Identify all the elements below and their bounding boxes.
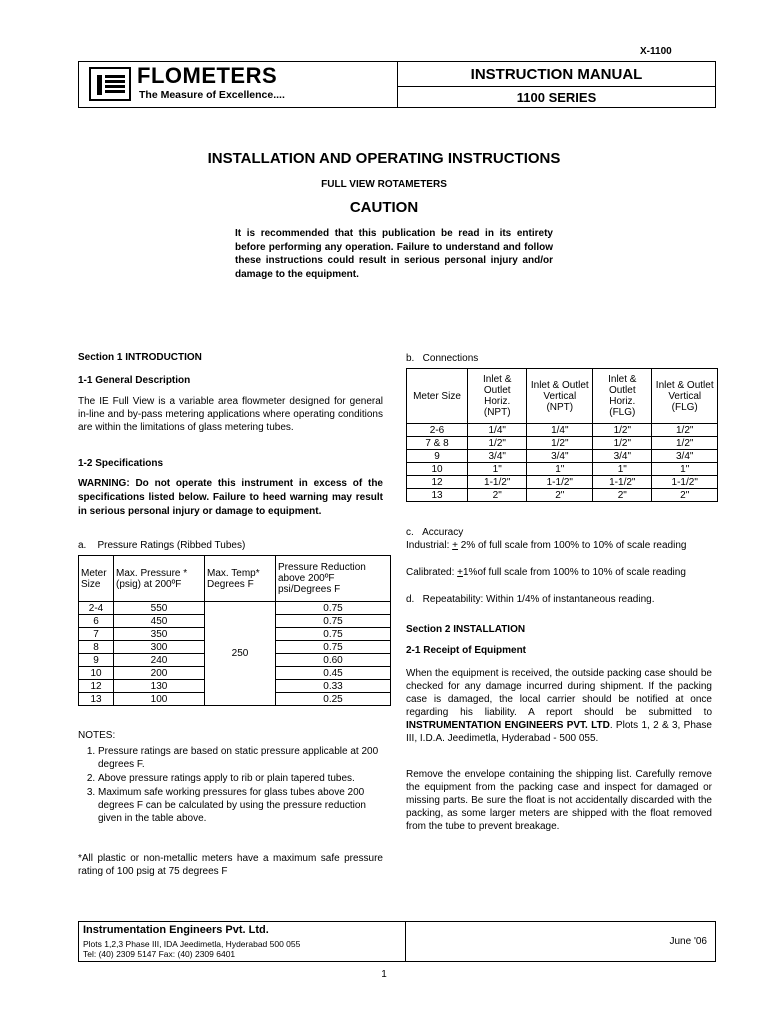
table-cell: 1" [468,463,527,476]
footer-company-cell [79,922,406,962]
general-description-heading: 1-1 General Description [78,375,191,386]
table-row [407,476,718,489]
table-cell: 1/4" [527,424,593,437]
brand-name: FLOMETERS [137,63,278,88]
ie-logo-icon [89,67,131,101]
table-cell: 550 [114,602,205,615]
table-cell: 1" [593,463,652,476]
receipt-address: . Plots 1, 2 & 3, Phase III, I.D.A. Jeedimetla, Hyderabad - 500 055. [406,720,712,744]
industrial-accuracy [406,539,712,552]
table-cell: 1-1/2" [527,476,593,489]
table-cell: 13 [79,693,114,706]
document-code: X-1100 [640,46,672,57]
table-cell: 450 [114,615,205,628]
page-number: 1 [381,969,387,980]
table-header: Max. Temp* Degrees F [205,556,276,602]
calibrated-accuracy [406,566,712,579]
connections-table [406,368,718,502]
table-cell: 1" [652,463,718,476]
notes-heading: NOTES: [78,730,116,741]
table-cell: 1/2" [593,424,652,437]
table-cell: 2" [652,489,718,502]
table-cell: 2" [468,489,527,502]
warning-text: WARNING: Do not operate this instrument in excess of the specifications listed below. Failure to heed warning may result in serious personal injury or damage to equipment. [78,478,383,517]
footer-box [78,921,716,962]
table-cell: 1/2" [652,424,718,437]
footer-contact: Tel: (40) 2309 5147 Fax: (40) 2309 6401 [83,949,236,959]
header-box [78,61,716,108]
table-row [407,450,718,463]
table-row [79,602,391,615]
table-cell: 0.45 [276,667,391,680]
series-label: 1100 SERIES [398,87,716,108]
caution-heading: CAUTION [349,199,419,216]
footer-company: Instrumentation Engineers Pvt. Ltd. [83,924,269,936]
table-cell: 0.25 [276,693,391,706]
manual-title: INSTRUCTION MANUAL [398,62,716,87]
footer-date: June '06 [406,922,716,962]
table-row [407,489,718,502]
table-cell: 12 [407,476,468,489]
company-name: INSTRUMENTATION ENGINEERS PVT. LTD [406,720,610,731]
table-cell: 0.75 [276,615,391,628]
table-cell: 300 [114,641,205,654]
table-cell: 1/2" [593,437,652,450]
table-header: Meter Size [79,556,114,602]
plus-minus-sign: + [452,540,458,551]
table-cell: 100 [114,693,205,706]
accuracy-caption: c. Accuracy [406,527,464,538]
table-row [407,424,718,437]
table-cell: 12 [79,680,114,693]
brand-tagline: The Measure of Excellence.... [139,89,285,101]
table-cell: 9 [79,654,114,667]
table-cell: 3/4" [652,450,718,463]
table-cell: 1/2" [652,437,718,450]
note-item: 2. Above pressure ratings apply to rib or plain tapered tubes. [98,772,383,785]
table-cell: 10 [407,463,468,476]
connections-caption: b. Connections [406,353,479,364]
table-cell: 3/4" [527,450,593,463]
table-header: Inlet & Outlet Horiz. (FLG) [593,369,652,424]
table-cell: 3/4" [468,450,527,463]
table-header: Inlet & Outlet Horiz. (NPT) [468,369,527,424]
caution-text: It is recommended that this publication be read in its entirety before performing any operation. Failure to understand and follow these instructions could result in serious personal injury and/or damage to the equipment. [235,228,553,280]
receipt-heading: 2-1 Receipt of Equipment [406,645,527,656]
section1-heading: Section 1 INTRODUCTION [78,352,202,363]
section2-heading: Section 2 INSTALLATION [406,624,526,635]
table-cell: 0.75 [276,628,391,641]
footnote: *All plastic or non-metallic meters have a maximum safe pressure rating of 100 psig at 75 degrees F [78,853,383,877]
table-cell: 1" [527,463,593,476]
table-row [407,437,718,450]
footer-address: Plots 1,2,3 Phase III, IDA Jeedimetla, Hyderabad 500 055 [83,939,301,949]
table-cell: 13 [407,489,468,502]
table-header: Pressure Reduction above 200ºF psi/Degrees F [276,556,391,602]
table-cell: 1-1/2" [652,476,718,489]
table-header: Meter Size [407,369,468,424]
table-cell: 6 [79,615,114,628]
table-cell: 1/4" [468,424,527,437]
calibrated-value: 1%of full scale from 100% to 10% of scale reading [462,567,686,578]
receipt-paragraph [406,667,712,745]
general-description-text: The IE Full View is a variable area flowmeter designed for general in-line and by-pass metering applications where operating conditions are within the limitations of glass metering tubes. [78,396,383,433]
table-cell: 1-1/2" [593,476,652,489]
table-cell: 8 [79,641,114,654]
table-header: Inlet & Outlet Vertical (NPT) [527,369,593,424]
table-cell: 9 [407,450,468,463]
industrial-label: Industrial: [406,540,453,551]
receipt-text: When the equipment is received, the outside packing case should be checked for any damage incurred during shipment. If the packing case is damaged, the local carrier should be notified at once regarding his liability. A report should be submitted to [406,668,712,718]
page-subtitle: FULL VIEW ROTAMETERS [321,179,447,190]
max-temp-cell: 250 [205,602,276,706]
table-cell: 1/2" [468,437,527,450]
specifications-heading: 1-2 Specifications [78,458,164,469]
table-cell: 2" [527,489,593,502]
table-cell: 7 & 8 [407,437,468,450]
note-item: 3. Maximum safe working pressures for glass tubes above 200 degrees F can be calculated by using the pressure reduction given in the table above. [98,786,383,825]
table-cell: 7 [79,628,114,641]
pressure-ratings-table [78,555,391,706]
notes-list [78,745,383,826]
calibrated-label: Calibrated: [406,567,458,578]
industrial-value: 2% of full scale from 100% to 10% of scale reading [457,540,687,551]
unpacking-paragraph: Remove the envelope containing the shipping list. Carefully remove the equipment from the packing case and inspect for damaged or missing parts. Be sure the float is not accidentally discarded with the packing, as some larger meters are shipped with the float removed from the tube to prevent breakage. [406,769,712,832]
repeatability: d. Repeatability: Within 1/4% of instantaneous reading. [406,594,655,605]
table-cell: 0.75 [276,602,391,615]
table-cell: 0.75 [276,641,391,654]
table-cell: 200 [114,667,205,680]
table-cell: 10 [79,667,114,680]
table-cell: 0.33 [276,680,391,693]
table-cell: 2-4 [79,602,114,615]
pressure-ratings-caption: a. Pressure Ratings (Ribbed Tubes) [78,540,246,551]
table-cell: 130 [114,680,205,693]
table-header: Max. Pressure * (psig) at 200ºF [114,556,205,602]
table-cell: 3/4" [593,450,652,463]
table-cell: 1-1/2" [468,476,527,489]
table-cell: 350 [114,628,205,641]
table-cell: 2" [593,489,652,502]
table-cell: 0.60 [276,654,391,667]
plus-minus-sign: + [457,567,463,578]
note-item: 1. Pressure ratings are based on static pressure applicable at 200 degrees F. [98,745,383,771]
logo-area [79,62,398,108]
table-cell: 240 [114,654,205,667]
page-title: INSTALLATION AND OPERATING INSTRUCTIONS [207,150,561,167]
table-header: Inlet & Outlet Vertical (FLG) [652,369,718,424]
table-row [407,463,718,476]
table-cell: 2-6 [407,424,468,437]
table-cell: 1/2" [527,437,593,450]
